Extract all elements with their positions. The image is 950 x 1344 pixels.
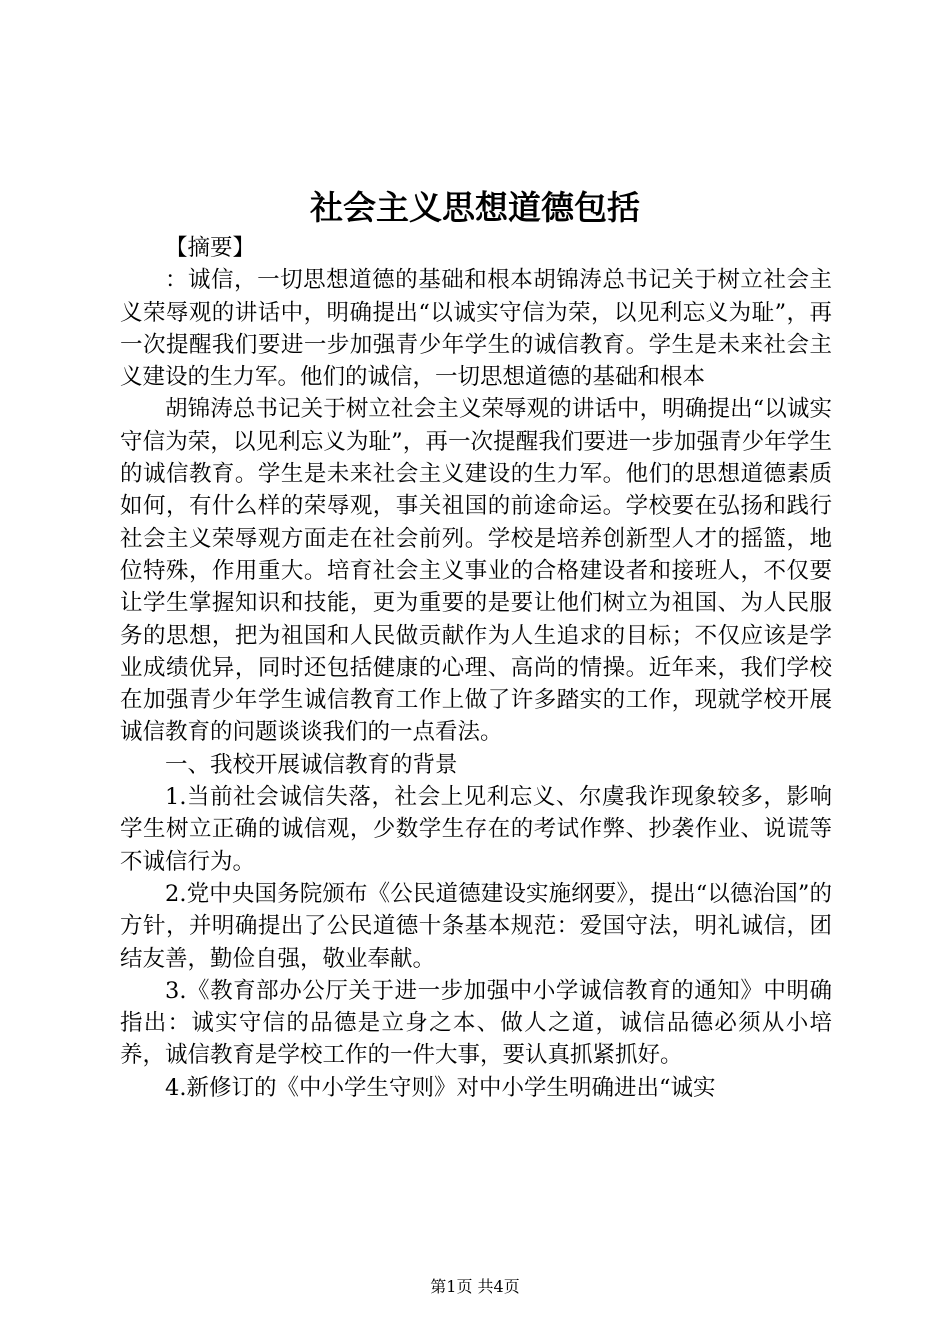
list-item-4: 4.新修订的《中小学生守则》对中小学生明确进出“诚实 [165, 1074, 716, 1101]
abstract-paragraph: ：诚信，一切思想道德的基础和根本胡锦涛总书记关于树立社会主义荣辱观的讲话中，明确提出“以诚实守信为荣，以见利忘义为耻”，再一次提醒我们要进一步加强青少年学生的诚信教育。学生是未来社会主义建设的生力军。他们的诚信，一切思想道德的基础和根本 [120, 267, 832, 391]
list-item-2: 2.党中央国务院颁布《公民道德建设实施纲要》，提出“以德治国”的方针，并明确提出了公民道德十条基本规范：爱国守法，明礼诚信，团结友善，勤俭自强，敬业奉献。 [120, 880, 832, 972]
page-number: 第1页 共4页 [430, 1277, 520, 1296]
intro-paragraph: 胡锦涛总书记关于树立社会主义荣辱观的讲话中，明确提出“以诚实守信为荣，以见利忘义为耻”，再一次提醒我们要进一步加强青少年学生的诚信教育。学生是未来社会主义建设的生力军。他们的思想道德素质如何，有什么样的荣辱观，事关祖国的前途命运。学校要在弘扬和践行社会主义荣辱观方面走在社会前列。学校是培养创新型人才的摇篮，地位特殊，作用重大。培育社会主义事业的合格建设者和接班人，不仅要让学生掌握知识和技能，更为重要的是要让他们树立为祖国、为人民服务的思想，把为祖国和人民做贡献作为人生追求的目标；不仅应该是学业成绩优异，同时还包括健康的心理、高尚的情操。近年来，我们学校在加强青少年学生诚信教育工作上做了许多踏实的工作，现就学校开展诚信教育的问题谈谈我们的一点看法。 [120, 396, 832, 746]
abstract-heading: 【摘要】 [165, 235, 256, 261]
list-item-1: 1.当前社会诚信失落，社会上见利忘义、尔虞我诈现象较多，影响学生树立正确的诚信观，少数学生存在的考试作弊、抄袭作业、说谎等不诚信行为。 [120, 784, 832, 875]
list-item-3: 3.《教育部办公厅关于进一步加强中小学诚信教育的通知》中明确指出：诚实守信的品德是立身之本、做人之道，诚信品德必须从小培养，诚信教育是学校工作的一件大事，要认真抓紧抓好。 [120, 977, 832, 1069]
section-heading-background: 一、我校开展诚信教育的背景 [165, 751, 458, 778]
document-body [120, 232, 832, 1104]
document-title: 社会主义思想道德包括 [310, 188, 640, 227]
